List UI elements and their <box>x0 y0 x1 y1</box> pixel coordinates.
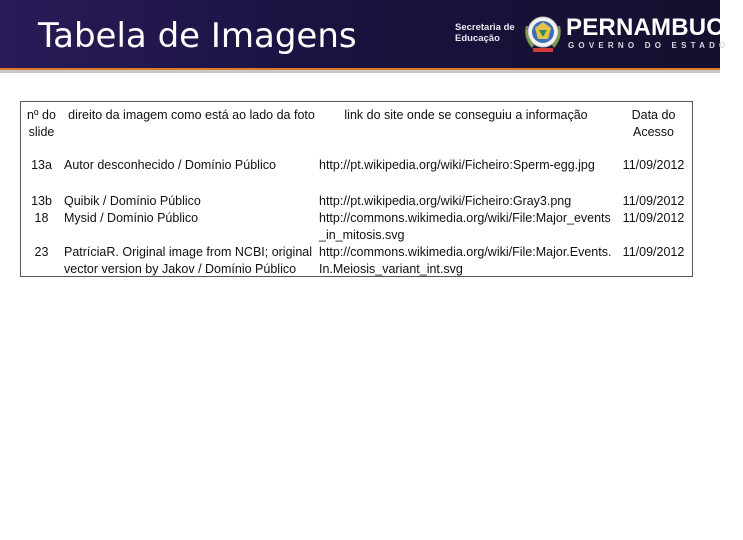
state-subtitle: GOVERNO DO ESTADO <box>568 41 730 50</box>
row-image-credit: PatríciaR. Original image from NCBI; original vector version by Jakov / Domínio Público <box>64 245 312 276</box>
row-source-link[interactable]: http://commons.wikimedia.org/wiki/File:Major_events_in_mitosis.svg <box>319 211 611 242</box>
row-slide-number: 18 <box>34 211 49 225</box>
row-slide-number: 13a <box>31 158 52 172</box>
secretaria-line-2: Educação <box>455 33 500 44</box>
row-slide-number: 13b <box>31 194 52 208</box>
row-image-credit: Mysid / Domínio Público <box>64 211 199 225</box>
header-access-date: Data do Acesso <box>631 108 676 139</box>
state-name: PERNAMBUCO <box>566 14 743 41</box>
row-access-date: 11/09/2012 <box>622 194 685 208</box>
row-source-link[interactable]: http://commons.wikimedia.org/wiki/File:Major.Events.In.Meiosis_variant_int.svg <box>319 245 612 276</box>
header-image-credit: direito da imagem como está ao lado da foto <box>68 108 315 122</box>
header-slide-number: nº do slide <box>27 108 56 139</box>
divider-rule <box>0 70 720 73</box>
row-image-credit: Autor desconhecido / Domínio Público <box>64 158 276 172</box>
secretaria-line-1: Secretaria de <box>455 22 515 33</box>
image-credits-table <box>20 101 693 277</box>
header-source-link: link do site onde se conseguiu a informação <box>344 108 588 122</box>
row-image-credit: Quibik / Domínio Público <box>64 194 201 208</box>
row-access-date: 11/09/2012 <box>622 211 685 225</box>
page-title: Tabela de Imagens <box>38 16 357 56</box>
row-source-link[interactable]: http://pt.wikipedia.org/wiki/Ficheiro:Gray3.png <box>319 194 572 208</box>
row-slide-number: 23 <box>34 245 49 259</box>
coat-of-arms-icon <box>524 12 562 56</box>
secretaria-logo <box>455 22 517 44</box>
row-source-link[interactable]: http://pt.wikipedia.org/wiki/Ficheiro:Sperm-egg.jpg <box>319 158 595 172</box>
row-access-date: 11/09/2012 <box>622 158 685 172</box>
header-banner <box>0 0 743 68</box>
row-access-date: 11/09/2012 <box>622 245 685 259</box>
